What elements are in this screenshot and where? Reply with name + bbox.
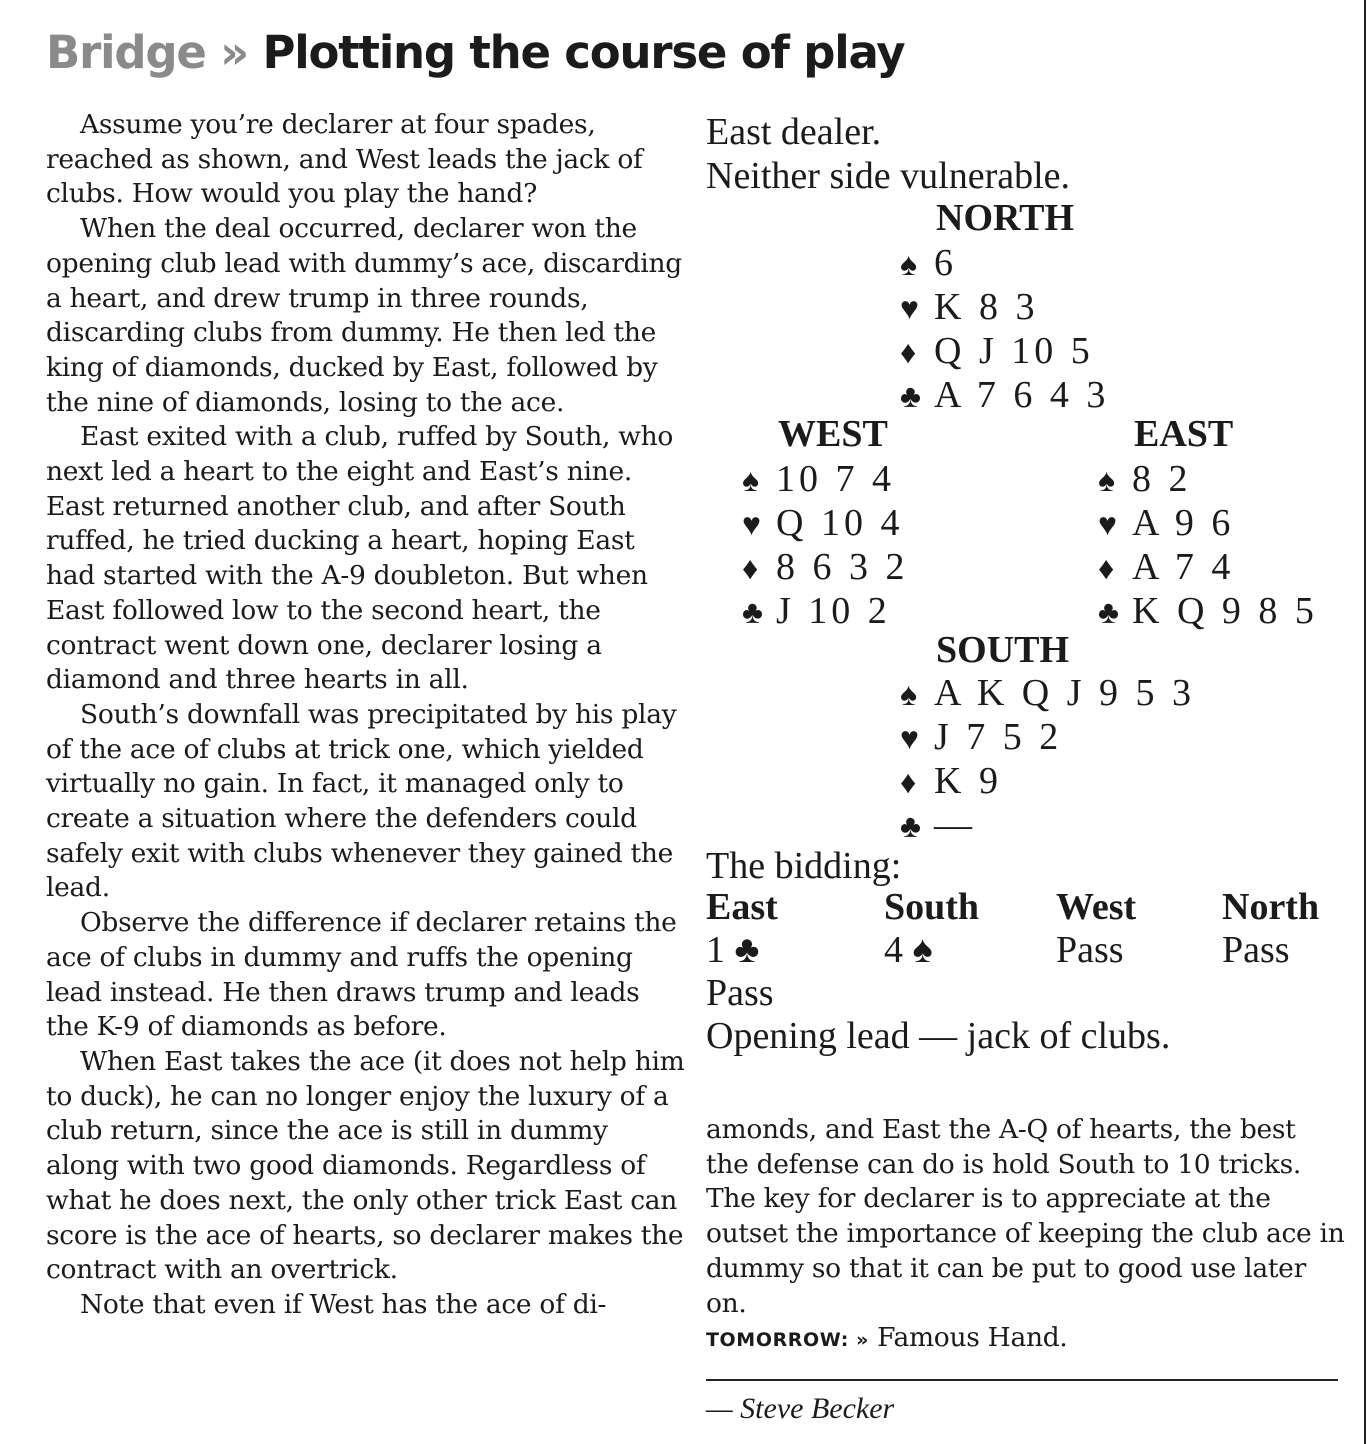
south-hand (900, 672, 1195, 848)
west-hand (742, 458, 909, 634)
author-byline: — Steve Becker (706, 1392, 895, 1425)
article-paragraph: Observe the difference if declarer retains the ace of clubs in dummy and ruffs the opening lead instead. He then draws trump and leads the K-9 of diamonds as before. (46, 907, 677, 1043)
heart-icon: ♥ (742, 506, 761, 542)
north-diamonds-row (900, 330, 1109, 374)
kicker-separator: » (220, 26, 249, 79)
south-diamonds: K 9 (934, 760, 1002, 802)
north-clubs-row (900, 374, 1109, 418)
spade-icon: ♠ (742, 462, 759, 498)
south-diamonds-row (900, 760, 1195, 804)
heart-icon: ♥ (900, 720, 919, 756)
dealer-line: East dealer. (706, 111, 882, 153)
east-diamonds-row (1098, 546, 1318, 590)
article-paragraph: Note that even if West has the ace of di- (80, 1288, 607, 1320)
south-hearts: J 7 5 2 (934, 716, 1063, 758)
west-spades-row (742, 458, 909, 502)
spade-icon: ♠ (1098, 462, 1115, 498)
opening-lead-row (706, 1015, 1346, 1058)
east-clubs-row (1098, 590, 1318, 634)
bidding-column-header: West (1056, 886, 1137, 928)
north-label: NORTH (936, 197, 1075, 239)
diamond-icon: ♦ (742, 550, 759, 586)
south-hearts-row (900, 716, 1195, 760)
west-label: WEST (778, 413, 888, 455)
west-diamonds-row (742, 546, 909, 590)
club-icon: ♣ (900, 378, 921, 414)
bidding-heading: The bidding: (706, 845, 902, 887)
north-hearts-row (900, 286, 1109, 330)
east-spades: 8 2 (1132, 458, 1192, 500)
bid-cell: 1 ♣ (706, 929, 760, 971)
headline-title: Plotting the course of play (262, 26, 905, 79)
article-paragraph: Assume you’re declarer at four spades, reached as shown, and West leads the jack of clubs. How would you play the hand? (46, 109, 643, 210)
south-spades-row (900, 672, 1195, 716)
tomorrow-label: TOMORROW: » (706, 1329, 870, 1352)
spade-icon: ♠ (900, 676, 917, 712)
bid-cell: Pass (1222, 929, 1290, 971)
bidding-column-header: East (706, 886, 778, 928)
east-hearts: A 9 6 (1132, 502, 1235, 544)
tomorrow-text: Famous Hand. (877, 1322, 1068, 1354)
west-hearts: Q 10 4 (776, 502, 904, 544)
north-diamonds: Q J 10 5 (934, 330, 1094, 372)
heart-icon: ♥ (1098, 506, 1117, 542)
west-clubs-row (742, 590, 909, 634)
article-continuation: amonds, and East the A-Q of hearts, the best the defense can do is hold South to 10 tricks. The key for declarer is to appreciate at the outset the importance of keeping the club ace in dummy so that it can be put to good use later on. (706, 1114, 1345, 1319)
south-clubs-row (900, 804, 1195, 848)
bid-cell: 4 ♠ (884, 929, 933, 971)
bidding-column-header: South (884, 886, 980, 928)
byline-divider (706, 1379, 1338, 1381)
east-spades-row (1098, 458, 1318, 502)
west-diamonds: 8 6 3 2 (776, 546, 909, 588)
west-hearts-row (742, 502, 909, 546)
east-label: EAST (1134, 413, 1234, 455)
west-spades: 10 7 4 (776, 458, 895, 500)
article-paragraph: When the deal occurred, declarer won the opening club lead with dummy’s ace, discarding a heart, and drew trump in three rounds, discarding clubs from dummy. He then led the king of diamonds, ducked by East, followed by the nine of diamonds, losing to the ace. (46, 213, 682, 418)
article-paragraph: East exited with a club, ruffed by South, who next led a heart to the eight and East’s nine. East returned another club, and after South ruffed, he tried ducking a heart, hoping East had started with the A-9 doubleton. But when East followed low to the second heart, the contract went down one, declarer losing a diamond and three hearts in all. (46, 421, 674, 696)
east-diamonds: A 7 4 (1132, 546, 1235, 588)
article-paragraph: South’s downfall was precipitated by his play of the ace of clubs at trick one, which yielded virtually no gain. In fact, it managed only to create a situation where the defenders could safely exit with clubs whenever they gained the lead. (46, 698, 677, 904)
east-clubs: K Q 9 8 5 (1132, 590, 1318, 632)
north-spades: 6 (934, 242, 957, 284)
article-column-left (46, 108, 686, 1323)
bidding-column-header: North (1222, 886, 1320, 928)
diamond-icon: ♦ (1098, 550, 1115, 586)
north-hearts: K 8 3 (934, 286, 1039, 328)
club-icon: ♣ (742, 594, 763, 630)
bidding-header-row (706, 886, 1346, 929)
article-paragraph: When East takes the ace (it does not help him to duck), he can no longer enjoy the luxury of a club return, since the ace is still in dummy along with two good diamonds. Regardless of what he does next, the only other trick East can score is the ace of hearts, so declarer makes the contract with an overtrick. (46, 1045, 685, 1286)
right-border-rule (1364, 0, 1366, 1444)
bid-cell: Pass (1056, 929, 1124, 971)
north-spades-row (900, 242, 1109, 286)
west-clubs: J 10 2 (776, 590, 891, 632)
bridge-deal-diagram (706, 110, 1346, 1070)
east-hand (1098, 458, 1318, 634)
tomorrow-teaser (706, 1321, 1346, 1358)
heart-icon: ♥ (900, 290, 919, 326)
bidding-row (706, 972, 1346, 1015)
bidding-row (706, 929, 1346, 972)
diamond-icon: ♦ (900, 764, 917, 800)
article-column-right (706, 1113, 1346, 1358)
east-hearts-row (1098, 502, 1318, 546)
north-clubs: A 7 6 4 3 (934, 374, 1110, 416)
page-title (46, 22, 904, 84)
bid-cell: Pass (706, 972, 774, 1014)
south-label: SOUTH (936, 629, 1070, 671)
south-spades: A K Q J 9 5 3 (934, 672, 1196, 714)
south-clubs: — (934, 804, 976, 846)
club-icon: ♣ (900, 808, 921, 844)
spade-icon: ♠ (900, 246, 917, 282)
vulnerability-line: Neither side vulnerable. (706, 155, 1071, 197)
section-kicker: Bridge (46, 26, 206, 79)
north-hand (900, 242, 1109, 418)
diamond-icon: ♦ (900, 334, 917, 370)
club-icon: ♣ (1098, 594, 1119, 630)
opening-lead: Opening lead — jack of clubs. (706, 1015, 1171, 1057)
bidding-table (706, 886, 1346, 1058)
